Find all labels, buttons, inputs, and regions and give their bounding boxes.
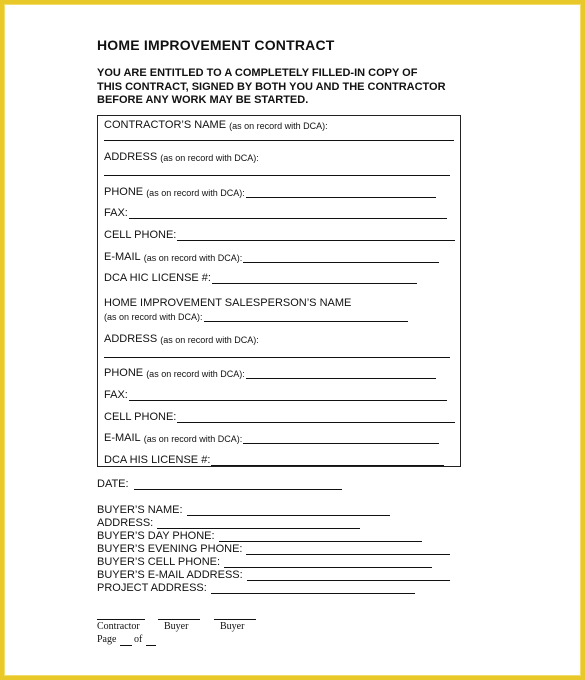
salesperson-phone-row <box>104 367 436 379</box>
salesperson-email-note: (as on record with DCA): <box>143 434 243 444</box>
salesperson-fax-row <box>104 389 447 401</box>
buyer-cell-phone-field[interactable] <box>224 557 432 568</box>
salesperson-license-field[interactable] <box>211 455 444 466</box>
buyer-name-field[interactable] <box>187 505 390 516</box>
page-total-field[interactable] <box>146 645 156 646</box>
buyer-cell-phone-row <box>97 556 432 568</box>
contractor-address-label: ADDRESS <box>104 151 158 163</box>
salesperson-address-note: (as on record with DCA): <box>160 335 259 345</box>
notice-text <box>97 67 446 108</box>
contractor-name-note: (as on record with DCA): <box>229 121 328 131</box>
salesperson-email-row <box>104 432 439 444</box>
salesperson-phone-label: PHONE <box>104 367 144 379</box>
contractor-phone-note: (as on record with DCA): <box>146 188 245 198</box>
page-label: Page <box>97 634 117 645</box>
salesperson-address-label: ADDRESS <box>104 333 158 345</box>
notice-line-2: THIS CONTRACT, SIGNED BY BOTH YOU AND THE CONTRACTOR <box>97 80 446 93</box>
contractor-address-field[interactable] <box>104 175 450 176</box>
salesperson-cell-row <box>104 411 455 423</box>
buyer-evening-phone-row <box>97 543 450 555</box>
salesperson-email-label: E-MAIL <box>104 432 141 444</box>
buyer-email-field[interactable] <box>247 570 450 581</box>
contractor-cell-label: CELL PHONE: <box>104 229 177 241</box>
contractor-email-row <box>104 251 439 263</box>
buyer-evening-phone-field[interactable] <box>246 544 450 555</box>
salesperson-phone-field[interactable] <box>246 368 436 379</box>
buyer-email-row <box>97 569 450 581</box>
contractor-license-row <box>104 272 417 284</box>
buyer-address-label: ADDRESS: <box>97 517 154 529</box>
page-number-field[interactable] <box>120 645 132 646</box>
buyer-email-label: BUYER’S E-MAIL ADDRESS: <box>97 569 243 581</box>
contractor-phone-row <box>104 186 436 198</box>
contractor-email-label: E-MAIL <box>104 251 141 263</box>
notice-line-1: YOU ARE ENTITLED TO A COMPLETELY FILLED-IN COPY OF <box>97 67 418 79</box>
contractor-address-note: (as on record with DCA): <box>160 153 259 163</box>
project-address-row <box>97 582 415 594</box>
buyer-address-row <box>97 517 360 529</box>
contractor-phone-field[interactable] <box>246 187 436 198</box>
contractor-name-field[interactable] <box>104 140 454 141</box>
contractor-email-field[interactable] <box>243 252 439 263</box>
buyer-address-field[interactable] <box>157 518 360 529</box>
date-field[interactable] <box>134 479 342 490</box>
date-row <box>97 478 342 490</box>
of-label: of <box>134 634 143 645</box>
salesperson-fax-field[interactable] <box>129 390 447 401</box>
contractor-phone-label: PHONE <box>104 186 144 198</box>
project-address-label: PROJECT ADDRESS: <box>97 582 207 594</box>
notice-line-3: BEFORE ANY WORK MAY BE STARTED. <box>97 94 309 106</box>
contractor-initials-field[interactable] <box>97 619 145 620</box>
contractor-name-label: CONTRACTOR’S NAME <box>104 119 227 131</box>
contractor-license-label: DCA HIC LICENSE #: <box>104 272 211 284</box>
salesperson-name-field[interactable] <box>204 311 408 322</box>
salesperson-license-row <box>104 454 444 466</box>
salesperson-name-row <box>104 297 351 309</box>
buyer-day-phone-row <box>97 530 422 542</box>
buyer-name-label: BUYER’S NAME: <box>97 504 183 516</box>
salesperson-license-label: DCA HIS LICENSE #: <box>104 454 211 466</box>
salesperson-address-row <box>104 333 259 345</box>
salesperson-email-field[interactable] <box>243 433 439 444</box>
buyer-day-phone-field[interactable] <box>219 531 422 542</box>
contractor-email-note: (as on record with DCA): <box>143 253 243 263</box>
buyer-cell-phone-label: BUYER’S CELL PHONE: <box>97 556 221 568</box>
contractor-license-field[interactable] <box>212 273 417 284</box>
buyer-evening-phone-label: BUYER’S EVENING PHONE: <box>97 543 243 555</box>
buyer-name-row <box>97 504 390 516</box>
contractor-name-row <box>104 119 328 131</box>
salesperson-name-label: HOME IMPROVEMENT SALESPERSON’S NAME <box>104 297 352 309</box>
salesperson-phone-note: (as on record with DCA): <box>146 369 245 379</box>
contractor-fax-row <box>104 207 447 219</box>
contractor-initials-label: Contractor <box>97 621 140 632</box>
buyer2-initials-label: Buyer <box>220 621 245 632</box>
salesperson-name-note-row <box>104 311 408 322</box>
salesperson-name-note: (as on record with DCA): <box>104 312 203 322</box>
date-label: DATE: <box>97 478 129 490</box>
salesperson-cell-label: CELL PHONE: <box>104 411 177 423</box>
buyer1-initials-field[interactable] <box>158 619 200 620</box>
salesperson-address-field[interactable] <box>104 357 450 358</box>
buyer-day-phone-label: BUYER’S DAY PHONE: <box>97 530 215 542</box>
salesperson-cell-field[interactable] <box>177 412 455 423</box>
contractor-fax-field[interactable] <box>129 208 447 219</box>
project-address-field[interactable] <box>211 583 415 594</box>
contractor-cell-row <box>104 229 455 241</box>
salesperson-fax-label: FAX: <box>104 389 128 401</box>
contractor-fax-label: FAX: <box>104 207 128 219</box>
buyer1-initials-label: Buyer <box>164 621 189 632</box>
contractor-cell-field[interactable] <box>177 230 455 241</box>
document-title: HOME IMPROVEMENT CONTRACT <box>97 37 335 53</box>
buyer2-initials-field[interactable] <box>214 619 256 620</box>
contractor-address-row <box>104 151 259 163</box>
